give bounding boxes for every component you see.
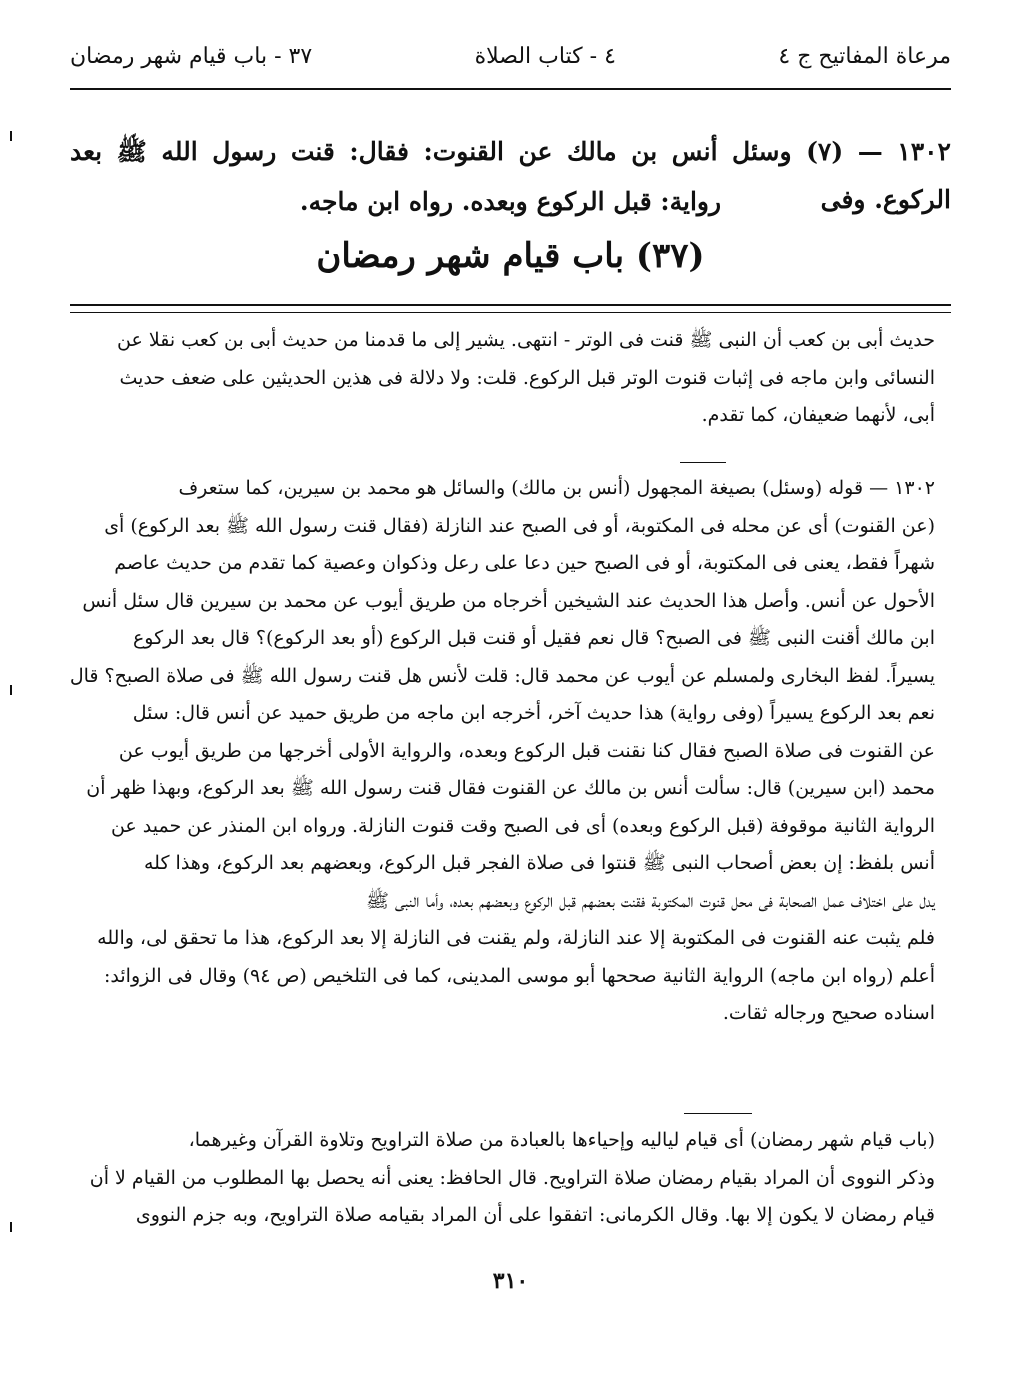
commentary-line: ١٣٠٢ — قوله (وسئل) بصيغة المجهول (أنس بن مالك) والسائل هو محمد بن سيرين، كما ستعرف — [178, 477, 935, 499]
commentary-line: عن القنوت فى صلاة الصبح فقال كنا نقنت قبل الركوع وبعده، والرواية الأولى أخرجها من طريق أيوب عن — [118, 739, 935, 762]
commentary-line: قيام رمضان لا يكون إلا بها. وقال الكرمانى: اتفقوا على أن المراد بقيامه صلاة التراويح، وبه جزم النووى — [135, 1204, 935, 1226]
commentary-line: يسيراً. لفظ البخارى ولمسلم عن أيوب عن محمد قال: قلت لأنس هل قنت رسول الله ﷺ فى صلاة الصبح؟ قال — [69, 664, 935, 687]
commentary-line: الأحول عن أنس. وأصل هذا الحديث عند الشيخين أخرجاه من طريق أيوب عن محمد بن سيرين قال سئل أنس — [82, 589, 935, 612]
commentary-line: ابن مالك أقنت النبى ﷺ فى الصبح؟ قال نعم فقيل أو قنت قبل الركوع (أو بعد الركوع)؟ قال بعد الركوع — [132, 627, 935, 649]
commentary-line: حديث أبى بن كعب أن النبى ﷺ قنت فى الوتر - انتهى. يشير إلى ما قدمنا من حديث أبى بن كعب نقلا عن — [117, 329, 935, 351]
commentary-line: أبى، لأنهما ضعيفان، كما تقدم. — [701, 404, 935, 426]
hadith-text-continuation: رواية: قبل الركوع وبعده. رواه ابن ماجه. — [299, 187, 722, 216]
commentary-line: (باب قيام شهر رمضان) أى قيام لياليه وإحياءها بالعبادة من صلاة التراويح وتلاوة القرآن وغيرهما، — [188, 1129, 935, 1151]
commentary-line: محمد (ابن سيرين) قال: سألت أنس بن مالك عن القنوت فقال قنت رسول الله ﷺ بعد الركوع، وبهذا ظهر أن — [86, 777, 935, 799]
header-book-section: ٤ - كتاب الصلاة — [474, 43, 616, 69]
commentary-top — [68, 322, 935, 435]
section-divider — [70, 304, 951, 313]
chapter-title: (٣٧) باب قيام شهر رمضان — [316, 236, 705, 276]
running-header — [70, 38, 951, 74]
commentary-line: فلم يثبت عنه القنوت فى المكتوبة إلا عند النازلة، ولم يقنت فى النازلة إلا بعد الركوع، هذا ما تحقق لى، والله — [97, 927, 935, 949]
commentary-line: يدل على اختلاف عمل الصحابة فى محل قنوت المكتوبة فقنت بعضهم قبل الركوع وبعضهم بعده، وأما النبى ﷺ — [365, 889, 935, 912]
commentary-line: وذكر النووى أن المراد بقيام رمضان صلاة التراويح. قال الحافظ: يعنى أنه يحصل بها المطلوب من القيام لا أن — [89, 1166, 935, 1189]
commentary-line: أعلم (رواه ابن ماجه) الرواية الثانية صححها أبو موسى المدينى، كما فى التلخيص (ص ٩٤) وقال فى الزوائد: — [104, 964, 935, 987]
page-number: ٣١٠ — [492, 1268, 529, 1294]
commentary-main — [68, 470, 935, 1033]
commentary-line: (عن القنوت) أى عن محله فى المكتوبة، أو فى الصبح عند النازلة (فقال قنت رسول الله ﷺ بعد الركوع) أى — [104, 514, 935, 537]
header-rule — [70, 88, 951, 90]
hadith-text: ١٣٠٢ — (٧) وسئل أنس بن مالك عن القنوت: فقال: قنت رسول الله ﷺ بعد الركوع. وفى — [70, 137, 951, 214]
commentary-line: اسناده صحيح ورجاله ثقات. — [722, 1002, 935, 1024]
header-book-title: مرعاة المفاتيح ج ٤ — [778, 43, 951, 69]
scan-mark — [10, 131, 12, 141]
scan-mark — [10, 1222, 12, 1232]
commentary-bottom — [68, 1122, 935, 1235]
paragraph-marker — [684, 1113, 752, 1114]
commentary-line: الرواية الثانية موقوفة (قبل الركوع وبعده) أى فى الصبح وقت قنوت النازلة. ورواه ابن المنذر عن حميد عن — [110, 814, 935, 837]
commentary-line: النسائى وابن ماجه فى إثبات قنوت الوتر قبل الركوع. قلت: ولا دلالة فى هذين الحديثين على ضعف حديث — [119, 366, 935, 389]
paragraph-marker — [680, 462, 726, 463]
commentary-line: نعم بعد الركوع يسيراً (وفى رواية) هذا حديث آخر، أخرجه ابن ماجه من طريق حميد عن أنس قال: سئل — [132, 702, 935, 724]
commentary-line: أنس بلفظ: إن بعض أصحاب النبى ﷺ قنتوا فى صلاة الفجر قبل الركوع، وبعضهم بعد الركوع، وهذا كله — [143, 852, 935, 874]
scan-mark — [10, 685, 12, 695]
commentary-line: شهراً فقط، يعنى فى المكتوبة، أو فى الصبح حين دعا على رعل وذكوان وعصية كما تقدم من حديث عاصم — [114, 552, 935, 574]
header-chapter: ٣٧ - باب قيام شهر رمضان — [70, 43, 313, 69]
